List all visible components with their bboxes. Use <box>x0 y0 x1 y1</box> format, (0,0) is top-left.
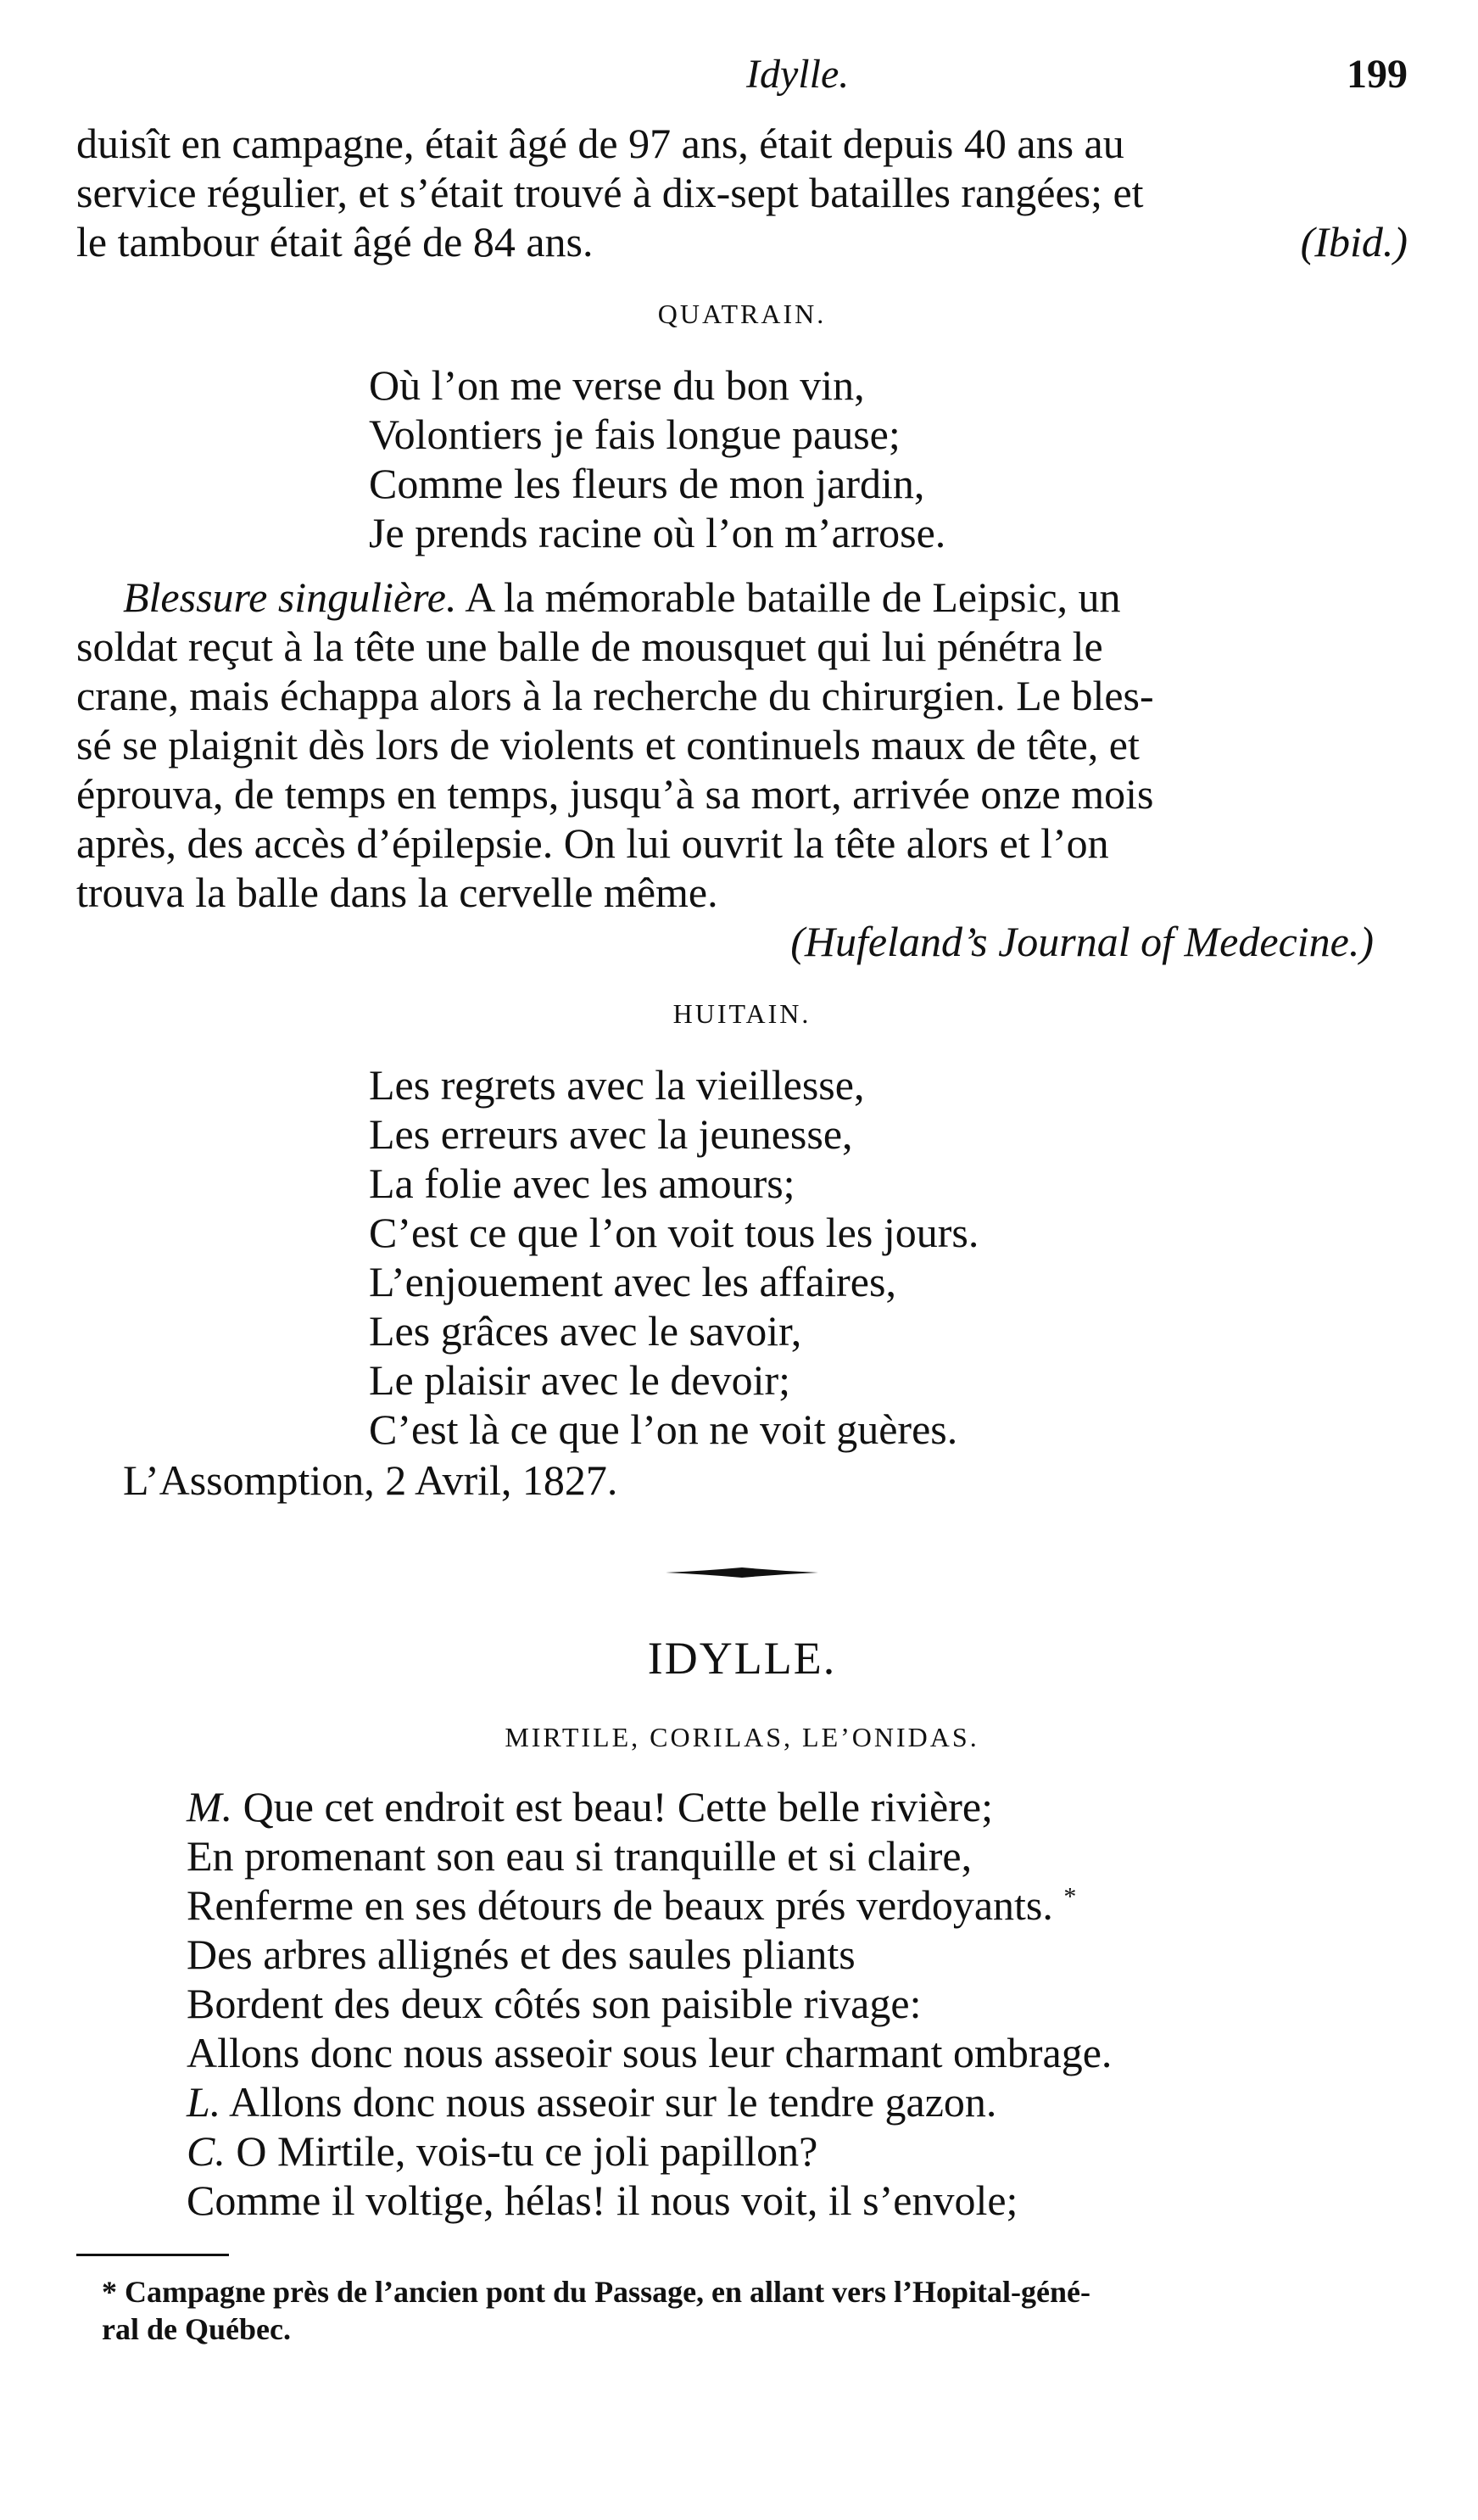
verse-line: La folie avec les amours; <box>369 1159 795 1207</box>
verse-text: Que cet endroit est beau! Cette belle rivière; <box>232 1783 993 1830</box>
section-title-huitain: HUITAIN. <box>672 998 812 1029</box>
page-header <box>76 51 1408 119</box>
paragraph-line: après, des accès d’épilepsie. On lui ouvrit la tête alors et l’on <box>76 819 1109 867</box>
paragraph-line: soldat reçut à la tête une balle de mousquet qui lui pénétra le <box>76 623 1103 670</box>
paragraph-line: service régulier, et s’était trouvé à dix-sept batailles rangées; et <box>76 169 1144 216</box>
verse-line: L’enjouement avec les affaires, <box>369 1258 896 1305</box>
verse-line <box>187 1880 1408 1930</box>
verse-line: Où l’on me verse du bon vin, <box>369 361 865 409</box>
verse-line <box>187 1782 1408 1831</box>
verse-line <box>187 2028 1408 2077</box>
footnote-marker: * <box>1063 1882 1077 1911</box>
quatrain-poem <box>76 360 1408 557</box>
place-date-signature: L’Assomption, 2 Avril, 1827. <box>123 1456 618 1504</box>
verse-text: Bordent des deux côtés son paisible rivage: <box>187 1980 922 2027</box>
speaker-label: C. <box>187 2127 226 2175</box>
section-title-quatrain: QUATRAIN. <box>657 299 827 329</box>
speaker-label: M. <box>187 1783 233 1830</box>
paragraph-line: duisît en campagne, était âgé de 97 ans, était depuis 40 ans au <box>76 120 1124 167</box>
continued-paragraph <box>76 119 1408 266</box>
paragraph-text: A la mémorable bataille de Leipsic, un <box>456 573 1121 621</box>
running-title: Idylle. <box>746 52 850 97</box>
blessure-paragraph <box>76 573 1408 917</box>
huitain-poem <box>76 1060 1408 1454</box>
verse-text: O Mirtile, vois-tu ce joli papillon? <box>225 2127 818 2175</box>
speaker-label: L. <box>187 2078 221 2126</box>
verse-line: Les regrets avec la vieillesse, <box>369 1061 865 1109</box>
run-in-heading: Blessure singulière. <box>123 573 457 621</box>
book-page <box>76 51 1408 2477</box>
verse-line <box>187 2126 1408 2176</box>
verse-text: En promenant son eau si tranquille et si claire, <box>187 1832 973 1880</box>
verse-line: Les grâces avec le savoir, <box>369 1307 802 1355</box>
verse-line: Les erreurs avec la jeunesse, <box>369 1110 853 1158</box>
footnote-line: * Campagne près de l’ancien pont du Passage, en allant vers l’Hopital-géné- <box>102 2275 1090 2309</box>
paragraph-last-text: le tambour était âgé de 84 ans. <box>76 218 594 265</box>
verse-line <box>187 1930 1408 1979</box>
verse-text: Allons donc nous asseoir sous leur charmant ombrage. <box>187 2029 1113 2076</box>
footnote-line: ral de Québec. <box>102 2312 291 2346</box>
idylle-poem <box>76 1782 1408 2225</box>
verse-line <box>187 2176 1408 2225</box>
verse-line: Comme les fleurs de mon jardin, <box>369 460 925 507</box>
verse-line: Je prends racine où l’on m’arrose. <box>369 509 946 556</box>
verse-text: Renferme en ses détours de beaux prés verdoyants. <box>187 1881 1053 1929</box>
paragraph-line: éprouva, de temps en temps, jusqu’à sa mort, arrivée onze mois <box>76 770 1154 818</box>
idylle-title: IDYLLE. <box>647 1633 837 1684</box>
paragraph-line: trouva la balle dans la cervelle même. <box>76 869 718 916</box>
paragraph-line: sé se plaignit dès lors de violents et continuels maux de tête, et <box>76 721 1140 768</box>
footnote-rule <box>76 2254 229 2256</box>
verse-text: Des arbres allignés et des saules pliants <box>187 1931 856 1978</box>
page-number: 199 <box>1347 52 1408 97</box>
verse-line <box>187 1979 1408 2028</box>
attribution: (Ibid.) <box>1300 218 1408 265</box>
attribution: (Hufeland’s Journal of Medecine.) <box>790 918 1374 965</box>
verse-text: Allons donc nous asseoir sur le tendre gazon. <box>220 2078 997 2126</box>
verse-line: C’est ce que l’on voit tous les jours. <box>369 1209 979 1256</box>
verse-line: Le plaisir avec le devoir; <box>369 1356 790 1404</box>
verse-text: Comme il voltige, hélas! il nous voit, il s’envole; <box>187 2176 1018 2224</box>
paragraph-line: crane, mais échappa alors à la recherche du chirurgien. Le bles- <box>76 672 1154 719</box>
footnote <box>76 2273 1408 2348</box>
character-list: MIRTILE, CORILAS, LE’ONIDAS. <box>505 1722 979 1752</box>
verse-line <box>187 2077 1408 2126</box>
verse-line <box>187 1831 1408 1880</box>
paragraph-line <box>76 573 1408 622</box>
verse-line: C’est là ce que l’on ne voit guères. <box>369 1405 958 1453</box>
ornamental-divider <box>666 1564 818 1581</box>
divider-flourish-icon <box>666 1564 818 1581</box>
paragraph-line <box>76 217 1408 266</box>
verse-line: Volontiers je fais longue pause; <box>369 411 901 458</box>
